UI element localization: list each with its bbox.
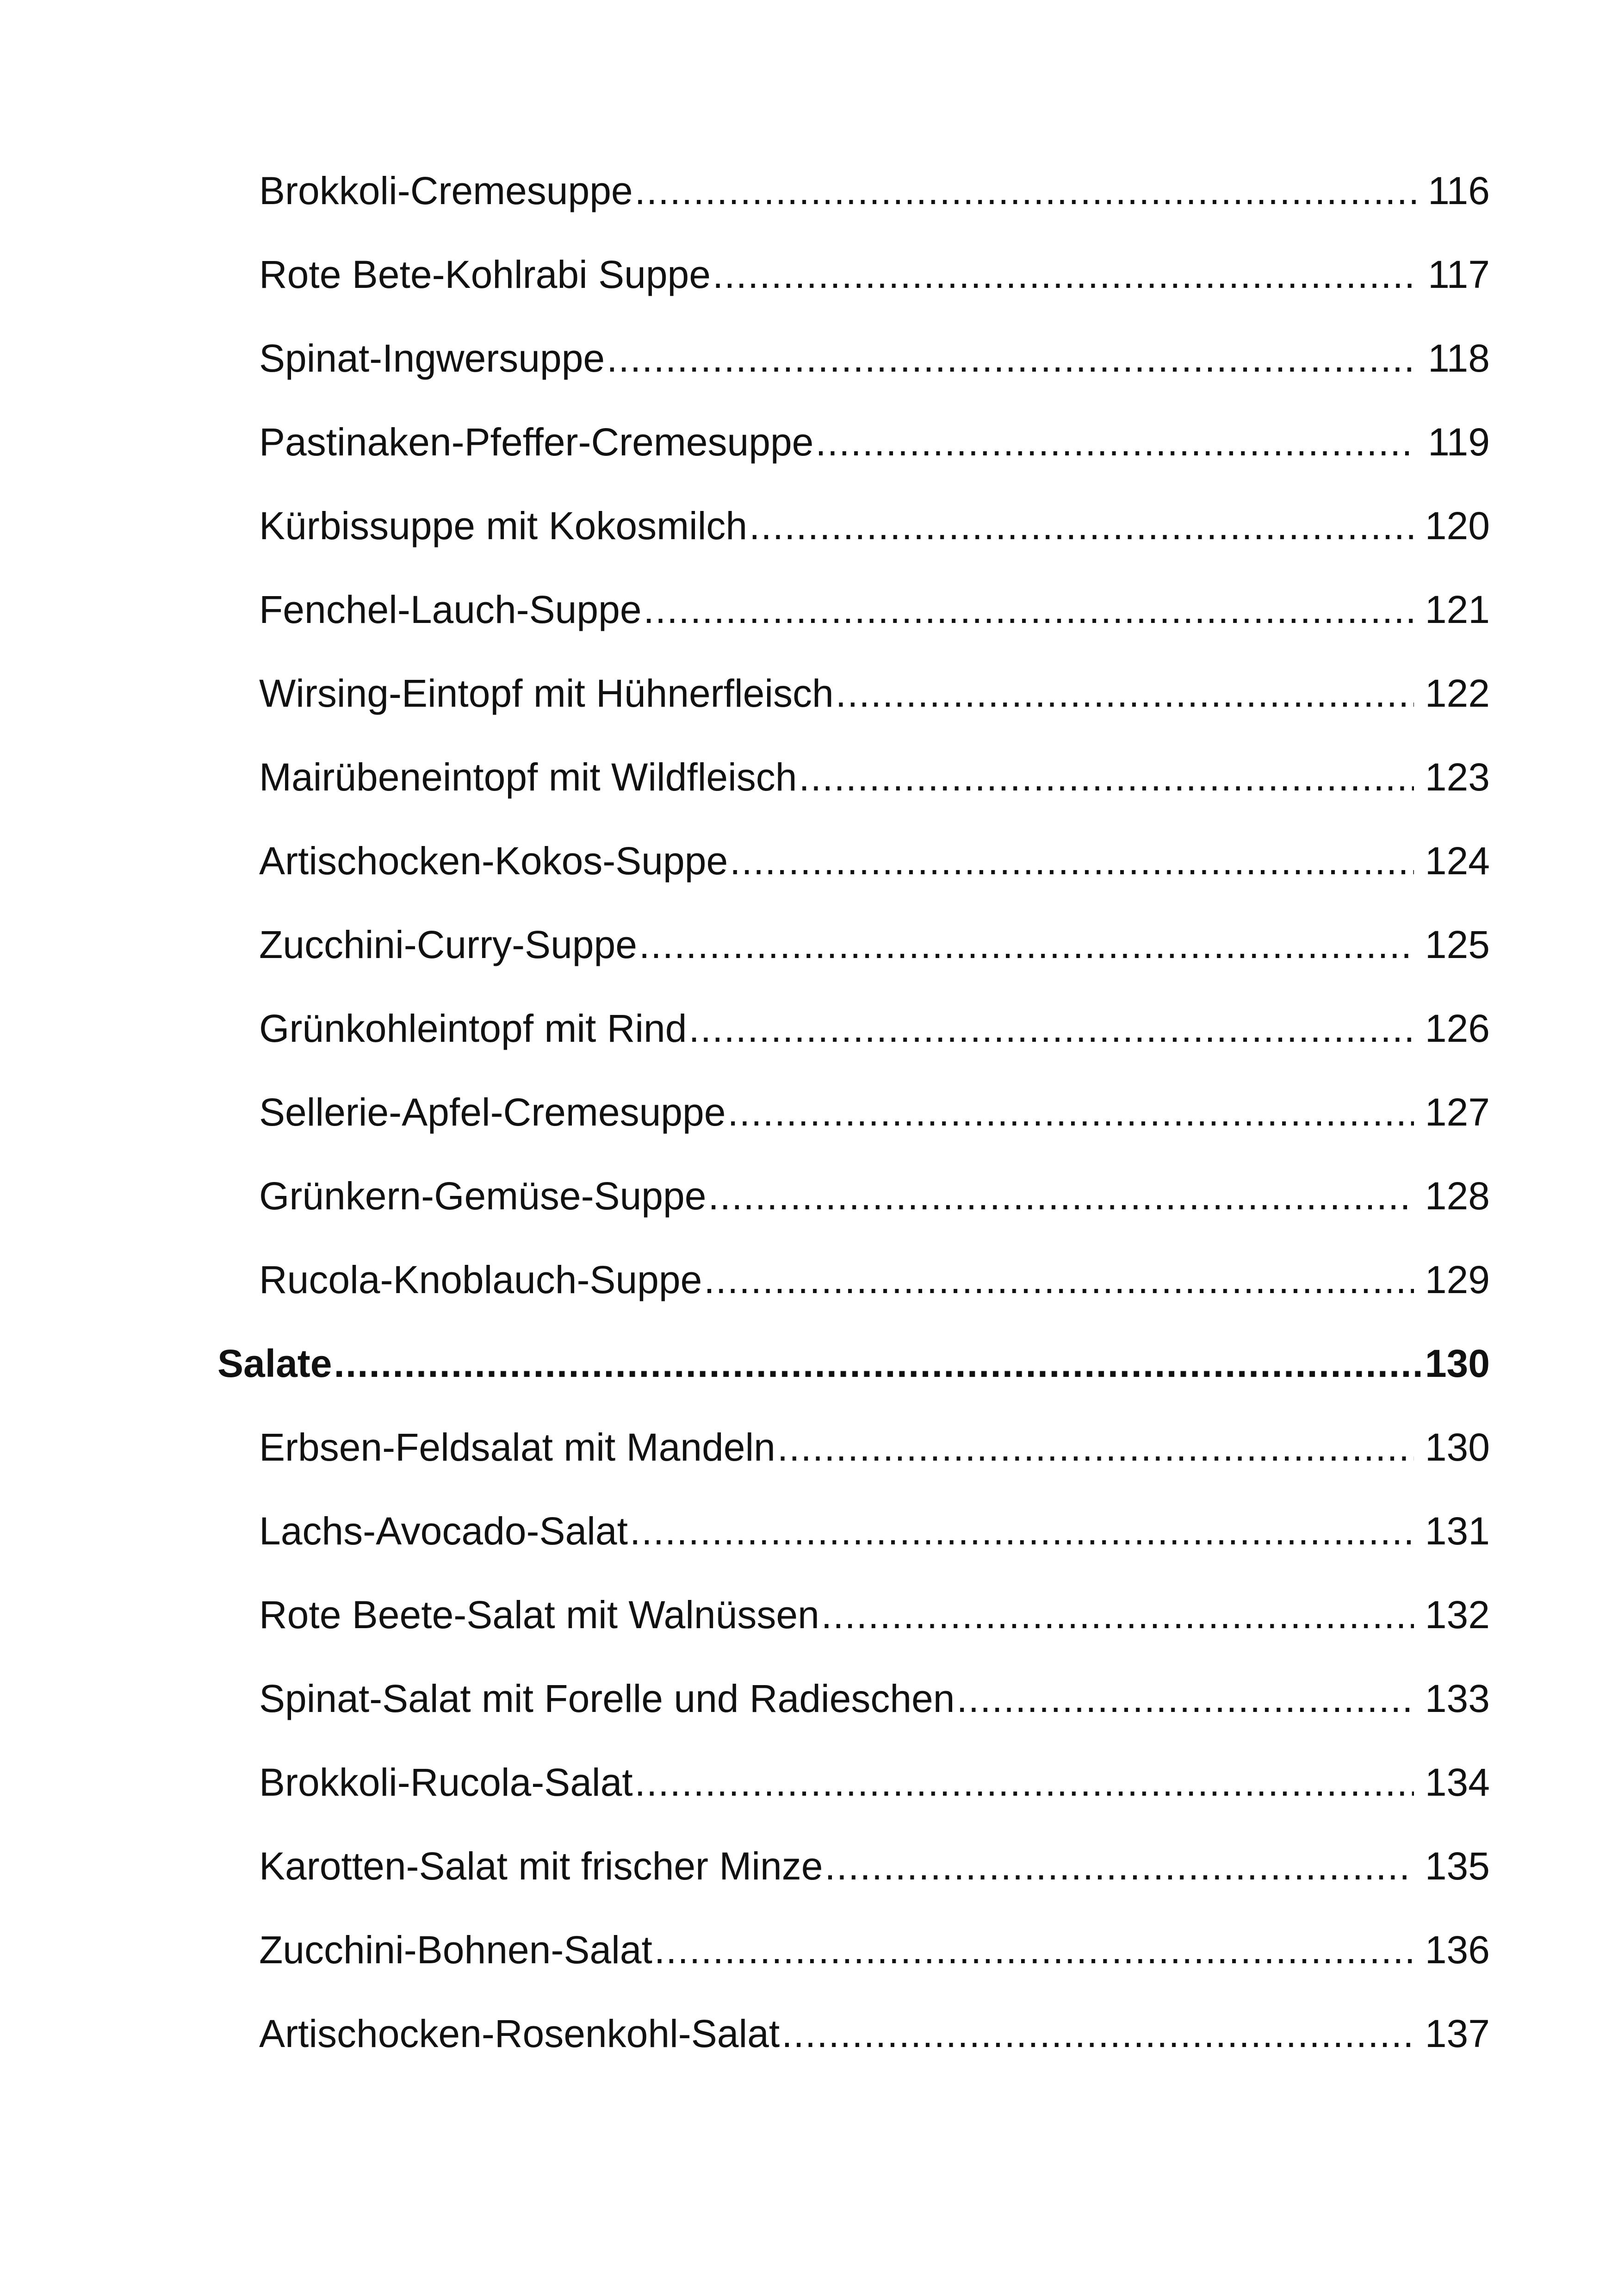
- toc-entry-title: Spinat-Salat mit Forelle und Radieschen: [259, 1677, 955, 1720]
- toc-dot-leader: [799, 749, 1413, 805]
- toc-entry[interactable]: [259, 2006, 1490, 2061]
- toc-entry-page-number: 132: [1425, 1593, 1490, 1636]
- toc-entry[interactable]: [259, 498, 1490, 554]
- toc-entry[interactable]: [259, 1922, 1490, 1978]
- toc-dot-leader: [956, 1671, 1413, 1726]
- toc-entry-page-number: 122: [1425, 672, 1490, 715]
- toc-entry-title: Artischocken-Rosenkohl-Salat: [259, 2012, 780, 2055]
- toc-entry[interactable]: [259, 1503, 1490, 1559]
- toc-entry-title: Artischocken-Kokos-Suppe: [259, 839, 728, 883]
- toc-dot-leader: [730, 833, 1414, 889]
- toc-dot-leader: [654, 1922, 1414, 1978]
- toc-entry[interactable]: [259, 1587, 1490, 1643]
- toc-dot-leader: [644, 582, 1414, 637]
- toc-entry[interactable]: [259, 1671, 1490, 1726]
- toc-entry-title: Brokkoli-Rucola-Salat: [259, 1761, 633, 1804]
- toc-entry-title: Grünkern-Gemüse-Suppe: [259, 1174, 707, 1218]
- toc-dot-leader: [727, 1084, 1413, 1140]
- toc-entry[interactable]: [259, 1419, 1490, 1475]
- toc-entry-title: Pastinaken-Pfeffer-Cremesuppe: [259, 420, 814, 464]
- toc-entry-title: Karotten-Salat mit frischer Minze: [259, 1844, 823, 1888]
- toc-entry[interactable]: [259, 917, 1490, 972]
- toc-entry-title: Zucchini-Bohnen-Salat: [259, 1928, 652, 1972]
- toc-entry-page-number: 123: [1425, 755, 1490, 799]
- toc-entry[interactable]: [259, 1168, 1490, 1224]
- toc-dot-leader: [777, 1419, 1414, 1475]
- toc-entry[interactable]: [259, 1084, 1490, 1140]
- toc-entry-page-number: 124: [1425, 839, 1490, 883]
- toc-dot-leader: [688, 1001, 1413, 1056]
- toc-entry[interactable]: [259, 1252, 1490, 1307]
- toc-entry-page-number: 127: [1425, 1090, 1490, 1134]
- toc-dot-leader: [781, 2006, 1414, 2061]
- toc-entry-title: Fenchel-Lauch-Suppe: [259, 588, 642, 631]
- toc-entry-page-number: 120: [1425, 504, 1490, 548]
- toc-entry-title: Brokkoli-Cremesuppe: [259, 169, 633, 212]
- toc-entry-title: Lachs-Avocado-Salat: [259, 1509, 628, 1553]
- toc-entry[interactable]: [259, 749, 1490, 805]
- toc-entry-page-number: 126: [1425, 1007, 1490, 1050]
- toc-entry[interactable]: [259, 247, 1490, 302]
- toc-dot-leader: [749, 498, 1414, 554]
- toc-entry-title: Wirsing-Eintopf mit Hühnerfleisch: [259, 672, 834, 715]
- toc-entry-page-number: 118: [1428, 336, 1490, 380]
- toc-section-title: Salate: [217, 1342, 332, 1385]
- toc-entry-page-number: 121: [1425, 588, 1490, 631]
- toc-entry[interactable]: [259, 666, 1490, 721]
- toc-entry-page-number: 133: [1425, 1677, 1490, 1720]
- toc-dot-leader: [713, 247, 1417, 302]
- toc-entry[interactable]: [259, 330, 1490, 386]
- toc-entry-title: Spinat-Ingwersuppe: [259, 336, 605, 380]
- toc-entry-page-number: 117: [1428, 253, 1490, 296]
- toc-entry-title: Zucchini-Curry-Suppe: [259, 923, 637, 966]
- toc-dot-leader: [821, 1587, 1414, 1643]
- toc-dot-leader: [607, 330, 1417, 386]
- toc-dot-leader: [708, 1168, 1413, 1224]
- toc-entry[interactable]: [259, 582, 1490, 637]
- toc-entry-page-number: 135: [1425, 1844, 1490, 1888]
- toc-entry-page-number: 125: [1425, 923, 1490, 966]
- toc-entry-title: Rote Beete-Salat mit Walnüssen: [259, 1593, 819, 1636]
- toc-entry-page-number: 134: [1425, 1761, 1490, 1804]
- toc-entry[interactable]: [259, 163, 1490, 218]
- toc-entry[interactable]: [259, 1755, 1490, 1810]
- toc-entry-title: Kürbissuppe mit Kokosmilch: [259, 504, 748, 548]
- toc-entry-title: Erbsen-Feldsalat mit Mandeln: [259, 1425, 775, 1469]
- toc-entry-page-number: 137: [1425, 2012, 1490, 2055]
- toc-dot-leader: [635, 1755, 1414, 1810]
- toc-entry-page-number: 119: [1428, 420, 1490, 464]
- toc-entry[interactable]: [259, 414, 1490, 470]
- toc-entry-title: Grünkohleintopf mit Rind: [259, 1007, 687, 1050]
- toc-entry-page-number: 128: [1425, 1174, 1490, 1218]
- toc-section-heading[interactable]: [217, 1336, 1490, 1391]
- toc-entry-page-number: 116: [1428, 169, 1490, 212]
- toc-entry-page-number: 129: [1425, 1258, 1490, 1301]
- toc-dot-leader: [704, 1252, 1414, 1307]
- toc-entry-title: Rucola-Knoblauch-Suppe: [259, 1258, 702, 1301]
- toc-entry-title: Rote Bete-Kohlrabi Suppe: [259, 253, 711, 296]
- toc-entry[interactable]: [259, 833, 1490, 889]
- toc-entry-title: Sellerie-Apfel-Cremesuppe: [259, 1090, 726, 1134]
- toc-section-page-number: 130: [1425, 1342, 1490, 1385]
- toc-entry-page-number: 131: [1425, 1509, 1490, 1553]
- toc-dot-leader: [836, 666, 1414, 721]
- toc-dot-leader: [635, 163, 1417, 218]
- toc-entry-page-number: 136: [1425, 1928, 1490, 1972]
- toc-dot-leader: [815, 414, 1417, 470]
- toc-dot-leader: [639, 917, 1414, 972]
- toc-entry[interactable]: [259, 1001, 1490, 1056]
- toc-dot-leader: [630, 1503, 1414, 1559]
- toc-dot-leader: [824, 1838, 1413, 1894]
- toc-entry[interactable]: [259, 1838, 1490, 1894]
- toc-dot-leader: [334, 1336, 1420, 1391]
- toc-entry-title: Mairübeneintopf mit Wildfleisch: [259, 755, 797, 799]
- toc-entry-page-number: 130: [1425, 1425, 1490, 1469]
